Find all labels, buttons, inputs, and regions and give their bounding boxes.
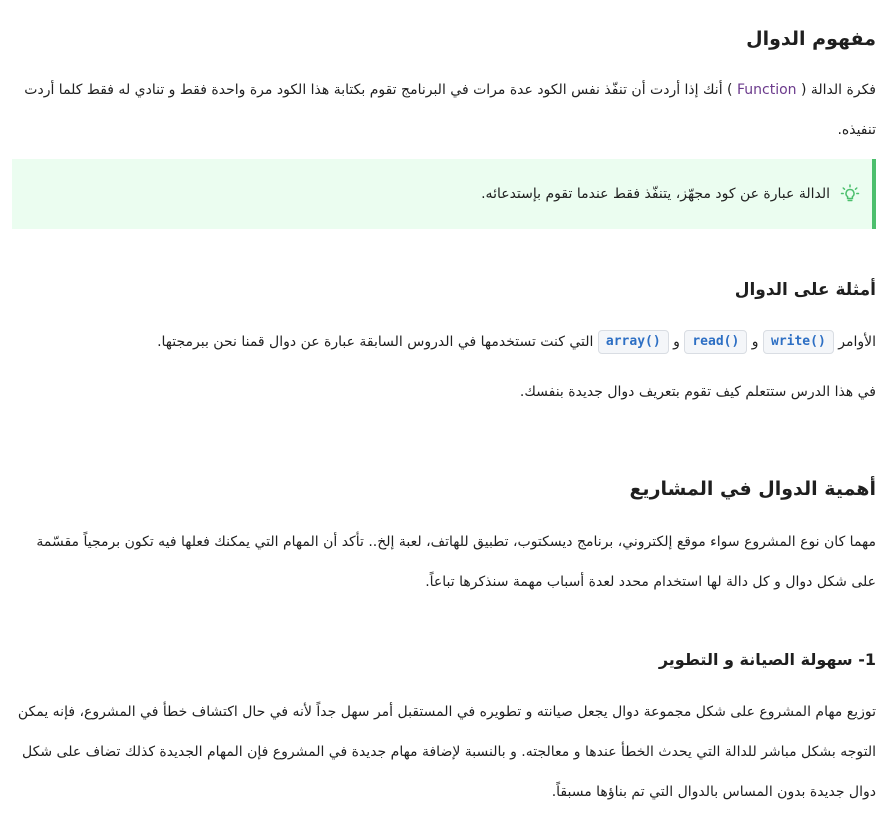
examples-prefix: الأوامر xyxy=(838,334,876,350)
heading-maintenance: 1- سهولة الصيانة و التطوير xyxy=(658,650,876,669)
heading-functions-concept: مفهوم الدوال xyxy=(746,28,876,50)
lesson-note: في هذا الدرس ستتعلم كيف تقوم بتعريف دوال جديدة بنفسك. xyxy=(519,384,876,400)
code-read: read() xyxy=(684,330,747,354)
examples-paragraph xyxy=(12,322,876,362)
examples-suffix: التي كنت تستخدمها في الدروس السابقة عبارة عن دوال قمنا نحن ببرمجتها. xyxy=(157,334,594,350)
function-term: Function xyxy=(736,82,797,98)
heading-function-examples: أمثلة على الدوال xyxy=(734,280,876,300)
tip-box xyxy=(12,159,876,229)
maintenance-paragraph: توزيع مهام المشروع على شكل مجموعة دوال يجعل صيانته و تطويره في المستقبل أمر سهل جداً لأنه في حال اكتشاف خطأ في المشروع، فإنه يمكن التوجه بشكل مباشر للدالة التي يحدث الخطأ عندها و معالجته. و بالنسبة لإضافة مهام جديدة في المشروع فإن المهام الجديدة كذلك تضاف على شكل دوال جديدة بدون المساس بالدوال التي تم بناؤها مسبقاً. xyxy=(17,704,876,800)
code-array: array() xyxy=(598,330,669,354)
code-write: write() xyxy=(763,330,834,354)
conjunction: و xyxy=(673,334,680,350)
conjunction: و xyxy=(751,334,759,350)
intro-before: فكرة الدالة ( xyxy=(800,82,876,98)
heading-functions-importance: أهمية الدوال في المشاريع xyxy=(629,478,876,500)
functions-intro-paragraph xyxy=(12,70,876,150)
lightbulb-icon xyxy=(840,184,860,204)
importance-paragraph: مهما كان نوع المشروع سواء موقع إلكتروني، برنامج ديسكتوب، تطبيق للهاتف، لعبة إلخ.. تأكد أن المهام التي يمكنك فعلها فيه تكون برمجياً مقسّمة على شكل دوال و كل دالة لها استخدام محدد لعدة أسباب مهمة سنذكرها تباعاً. xyxy=(36,534,876,590)
intro-after: ) أنك إذا أردت أن تنفّذ نفس الكود عدة مرات في البرنامج تقوم بكتابة هذا الكود مرة واحدة فقط و تنادي له فقط كلما أردت تنفيذه. xyxy=(24,82,876,138)
tip-text: الدالة عبارة عن كود مجهّز، يتنفّذ فقط عندما تقوم بإستدعائه. xyxy=(481,186,830,202)
